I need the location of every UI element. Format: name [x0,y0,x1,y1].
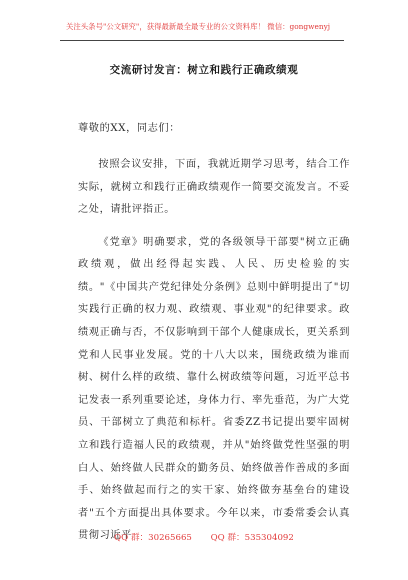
footer-contact [0,531,408,543]
salutation: 尊敬的XX，同志们： [78,123,181,134]
header-divider [60,40,344,41]
header-banner: 关注头条号"公文研究"，获得最新最全最专业的公文资料库！ 微信：gongwenyj [66,22,331,31]
document-title: 交流研讨发言：树立和践行正确政绩观 [109,64,299,76]
paragraph: 按照会议安排，下面，我就近期学习思考，结合工作实际，就树立和践行正确政绩观作一简要交流发言。不妥之处，请批评指正。 [78,159,350,216]
qq-group-1: QQ 群：30265665 [114,533,192,543]
paragraph: 《党章》明确要求，党的各级领导干部要"树立正确政绩观，做出经得起实践、人民、历史检验的实绩。"《中国共产党纪律处分条例》总则中鲜明提出了"切实践行正确的权力观、政绩观、事业观"的纪律要求。政绩观正确与否，不仅影响到干部个人健康成长，更关系到党和人民事业发展。党的十八大以来，围绕政绩为谁而树、树什么样的政绩、靠什么树政绩等问题，习近平总书记发表一系列重要论述，身体力行、率先垂范，为广大党员、干部树立了典范和标杆。省委ZZ书记提出要牢固树立和践行造福人民的政绩观，并从"始终做党性坚强的明白人、始终做人民群众的勤务员、始终做善作善成的多面手、始终做起而行之的实干家、始终做夯基垒台的建设者"五个方面提出具体要求。今年以来，市委常委会认真贯彻习近平 [78,236,350,542]
qq-group-2: QQ 群：535304092 [210,533,294,543]
document-body [78,118,350,548]
